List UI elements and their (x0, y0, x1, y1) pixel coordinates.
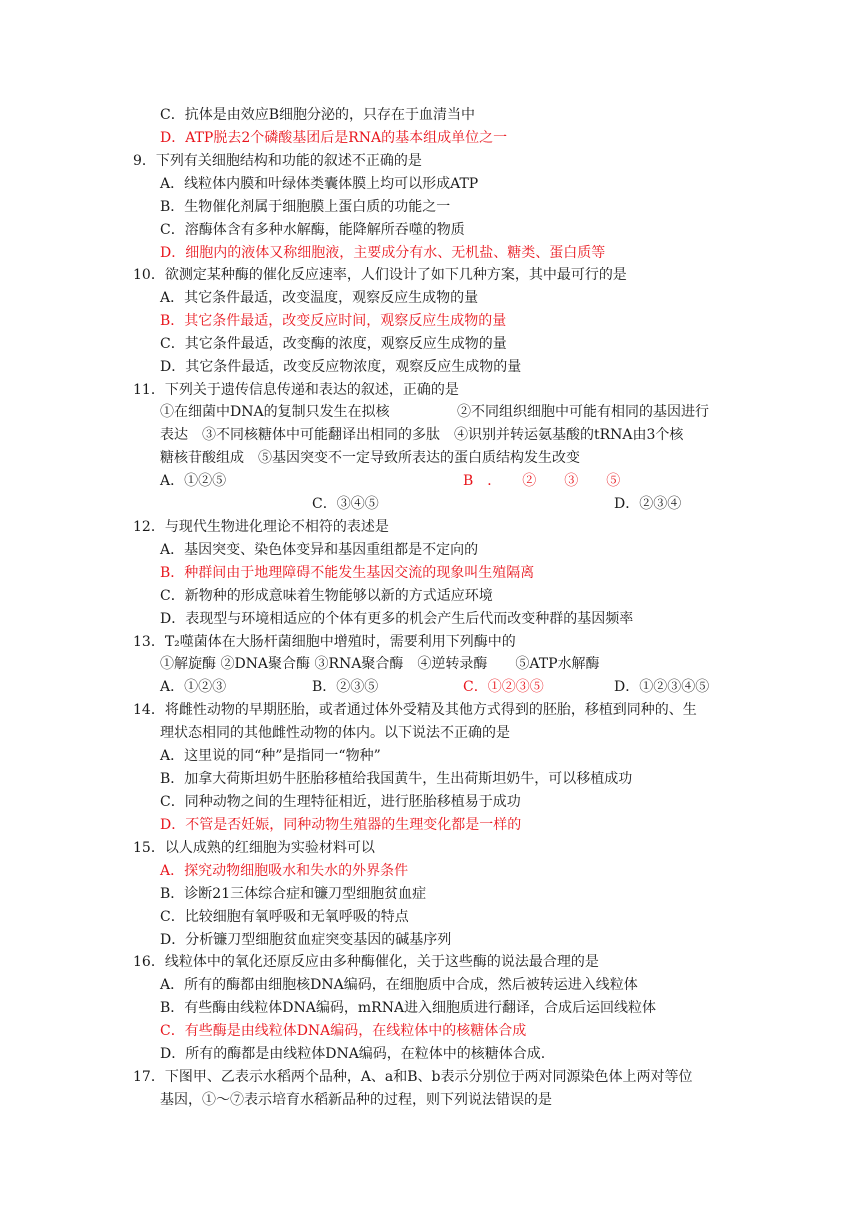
q9-option-c: C．溶酶体含有多种水解酶，能降解所吞噬的物质 (160, 222, 465, 238)
q11-statements-line3: 糖核苷酸组成 ⑤基因突变不一定导致所表达的蛋白质结构发生改变 (160, 450, 580, 466)
q13-option-d: D．①②③④⑤ (614, 679, 710, 695)
q10-stem: 10．欲测定某种酶的催化反应速率，人们设计了如下几种方案，其中最可行的是 (133, 267, 627, 283)
q10-option-a: A．其它条件最适，改变温度，观察反应生成物的量 (160, 290, 479, 306)
q10-option-d: D．其它条件最适，改变反应物浓度，观察反应生成物的量 (160, 359, 522, 375)
q16-stem: 16．线粒体中的氧化还原反应由多种酶催化，关于这些酶的说法最合理的是 (133, 954, 599, 970)
q14-stem-line2: 理状态相同的其他雌性动物的体内。以下说法不正确的是 (160, 725, 510, 741)
q9-option-a: A．线粒体内膜和叶绿体类囊体膜上均可以形成ATP (160, 176, 479, 192)
q11-option-d: D．②③④ (614, 496, 682, 512)
q11-stem: 11．下列关于遗传信息传递和表达的叙述，正确的是 (133, 382, 459, 398)
q15-stem: 15．以人成熟的红细胞为实验材料可以 (133, 840, 375, 856)
q16-option-b: B．有些酶由线粒体DNA编码，mRNA进入细胞质进行翻译，合成后运回线粒体 (160, 1000, 657, 1016)
q11-option-a: A．①②⑤ (160, 473, 227, 489)
q13-option-a: A．①②③ (160, 679, 227, 695)
q12-option-b: B．种群间由于地理障碍不能发生基因交流的现象叫生殖隔离 (160, 565, 535, 581)
q15-option-d: D．分析镰刀型细胞贫血症突变基因的碱基序列 (160, 932, 452, 948)
q14-option-d: D．不管是否妊娠，同种动物生殖器的生理变化都是一样的 (160, 817, 522, 833)
q9-option-d: D．细胞内的液体又称细胞液，主要成分有水、无机盐、糖类、蛋白质等 (160, 245, 606, 261)
q9-option-b: B．生物催化剂属于细胞膜上蛋白质的功能之一 (160, 199, 451, 215)
q17-stem-line2: 基因，①～⑦表示培育水稻新品种的过程，则下列说法错误的是 (160, 1092, 552, 1108)
q11-option-c: C．③④⑤ (312, 496, 379, 512)
q14-option-a: A．这里说的同“种”是指同一“物种” (160, 748, 381, 764)
q14-stem-line1: 14．将雌性动物的早期胚胎，或者通过体外受精及其他方式得到的胚胎，移植到同种的、生 (133, 702, 697, 718)
q12-option-c: C．新物种的形成意味着生物能够以新的方式适应环境 (160, 588, 493, 604)
q13-option-b: B．②③⑤ (312, 679, 379, 695)
q15-option-c: C．比较细胞有氧呼吸和无氧呼吸的特点 (160, 909, 409, 925)
q13-option-c: C．①②③⑤ (463, 679, 544, 695)
q12-stem: 12．与现代生物进化理论不相符的表述是 (133, 519, 389, 535)
q8-option-c: C．抗体是由效应B细胞分泌的，只存在于血清当中 (160, 107, 475, 123)
q12-option-d: D．表现型与环境相适应的个体有更多的机会产生后代而改变种群的基因频率 (160, 611, 634, 627)
q16-option-d: D．所有的酶都是由线粒体DNA编码，在粒体中的核糖体合成. (160, 1046, 546, 1062)
q9-stem: 9．下列有关细胞结构和功能的叙述不正确的是 (133, 153, 422, 169)
q14-option-c: C．同种动物之间的生理特征相近，进行胚胎移植易于成功 (160, 794, 521, 810)
q16-option-c: C．有些酶是由线粒体DNA编码，在线粒体中的核糖体合成 (160, 1023, 527, 1039)
q12-option-a: A．基因突变、染色体变异和基因重组都是不定向的 (160, 542, 479, 558)
q11-statements-line2: 表达 ③不同核糖体中可能翻译出相同的多肽 ④识别并转运氨基酸的tRNA由3个核 (160, 427, 684, 443)
q14-option-b: B．加拿大荷斯坦奶牛胚胎移植给我国黄牛，生出荷斯坦奶牛，可以移植成功 (160, 771, 633, 787)
q15-option-a: A．探究动物细胞吸水和失水的外界条件 (160, 863, 409, 879)
q11-option-b: B ． ② ③ ⑤ (463, 473, 621, 489)
q16-option-a: A．所有的酶都由细胞核DNA编码，在细胞质中合成，然后被转运进入线粒体 (160, 977, 638, 993)
q13-enzyme-list: ①解旋酶 ②DNA聚合酶 ③RNA聚合酶 ④逆转录酶 ⑤ATP水解酶 (160, 656, 600, 672)
q10-option-b: B．其它条件最适，改变反应时间，观察反应生成物的量 (160, 313, 507, 329)
q11-statement-2: ②不同组织细胞中可能有相同的基因进行 (457, 404, 709, 420)
q17-stem-line1: 17．下图甲、乙表示水稻两个品种，A、a和B、b表示分别位于两对同源染色体上两对等位 (133, 1069, 693, 1085)
q11-statement-1: ①在细菌中DNA的复制只发生在拟核 (160, 404, 390, 420)
q15-option-b: B．诊断21三体综合症和镰刀型细胞贫血症 (160, 886, 427, 902)
q13-stem: 13．T₂噬菌体在大肠杆菌细胞中增殖时，需要利用下列酶中的 (133, 634, 516, 650)
q10-option-c: C．其它条件最适，改变酶的浓度，观察反应生成物的量 (160, 336, 507, 352)
q8-option-d: D．ATP脱去2个磷酸基团后是RNA的基本组成单位之一 (160, 130, 508, 146)
